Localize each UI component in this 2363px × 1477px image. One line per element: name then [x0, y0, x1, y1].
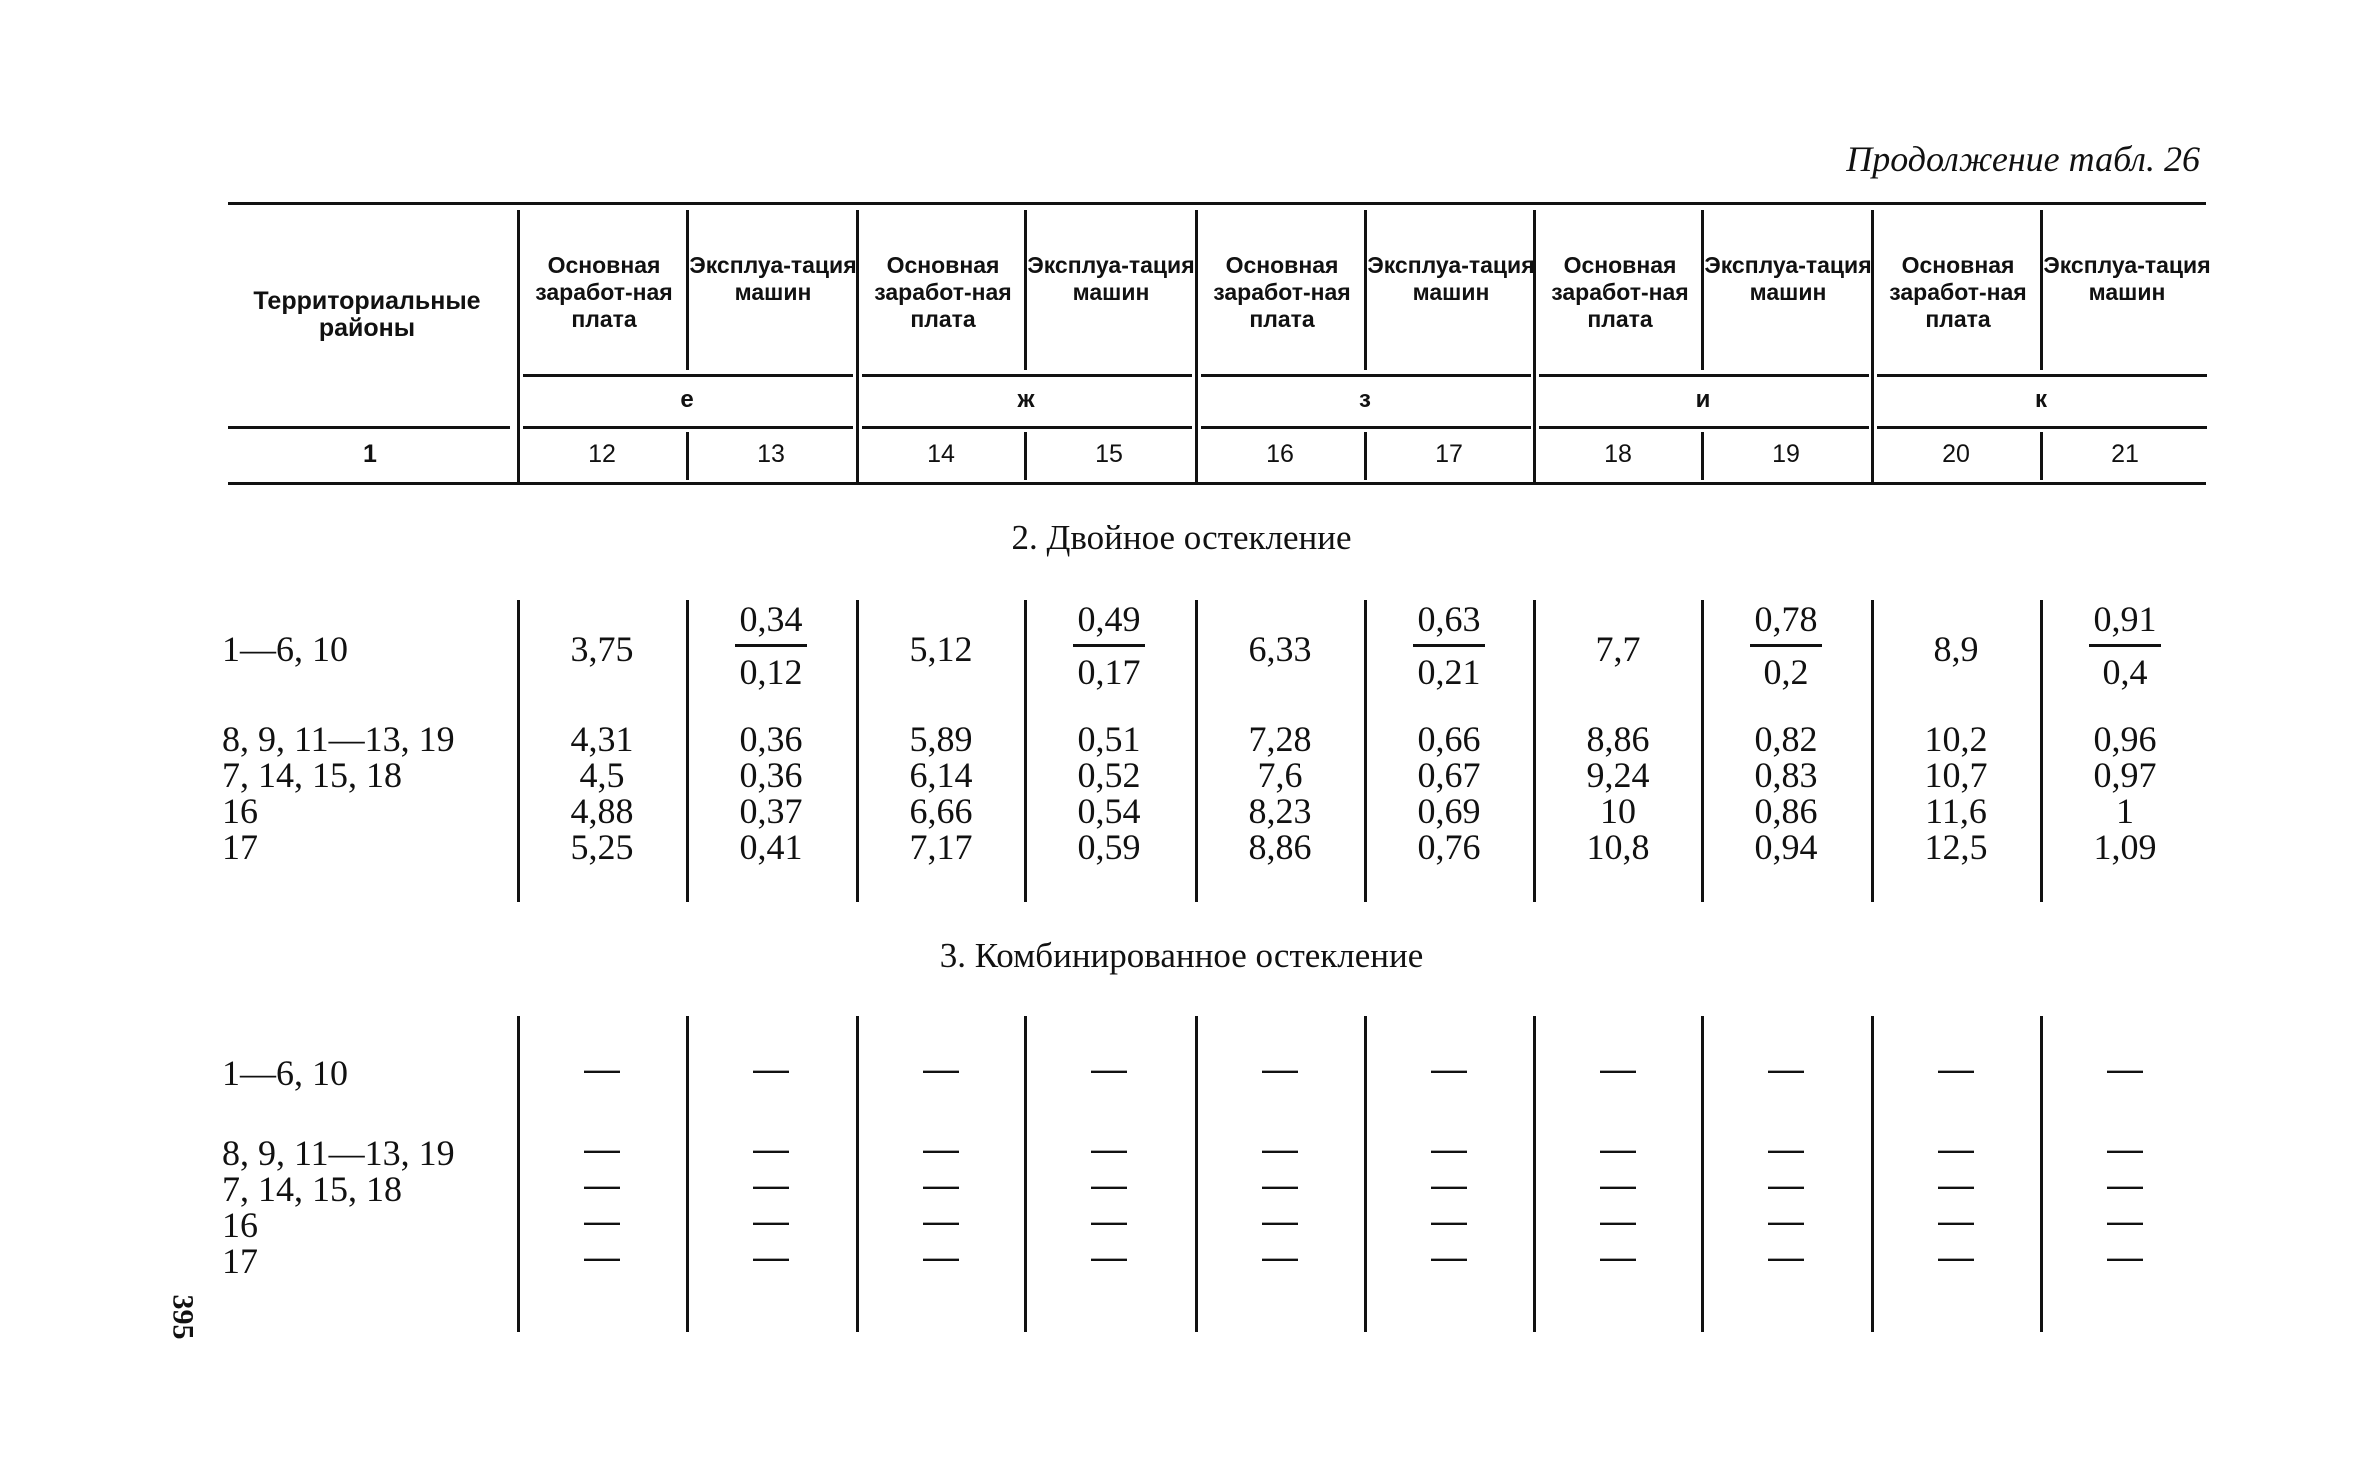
table-cell: 12,5 [1924, 827, 1988, 867]
table-cell: 0,69 [1417, 791, 1481, 831]
table-cell: 8,23 [1248, 791, 1312, 831]
header-number: 1 [363, 440, 377, 468]
dash-cell: — [923, 1048, 959, 1089]
header-group-rule [1877, 374, 2207, 377]
table-cell: 3,75 [570, 629, 634, 669]
row-label: 17 [222, 1241, 258, 1281]
dash-cell: — [584, 1048, 620, 1089]
table-cell: 7,17 [909, 827, 973, 867]
table-cell: 0,86 [1754, 791, 1818, 831]
header-number: 14 [927, 440, 955, 468]
dash-cell: — [1600, 1200, 1636, 1241]
header-number: 21 [2111, 440, 2139, 468]
table-cell: 0,36 [739, 755, 803, 795]
fraction-bar [2089, 644, 2161, 647]
fraction-numerator: 0,78 [1754, 599, 1818, 639]
dash-cell: — [1262, 1128, 1298, 1169]
row-label: 1—6, 10 [222, 629, 348, 669]
header-letter-rule [523, 426, 853, 429]
header-number: 18 [1604, 440, 1632, 468]
dash-cell: — [2107, 1236, 2143, 1277]
dash-cell: — [1262, 1200, 1298, 1241]
table-cell: 7,6 [1257, 755, 1303, 795]
table-cell: 0,76 [1417, 827, 1481, 867]
table-cell: 0,82 [1754, 719, 1818, 759]
dash-cell: — [1600, 1164, 1636, 1205]
header-number: 13 [757, 440, 785, 468]
header-bottom-rule [228, 482, 2206, 485]
fraction-denominator: 0,21 [1417, 652, 1481, 692]
dash-cell: — [923, 1236, 959, 1277]
header-column-label: Эксплуа-тация машин [1367, 252, 1535, 305]
table-cell: 8,86 [1586, 719, 1650, 759]
table-cell: 0,41 [739, 827, 803, 867]
row-label: 8, 9, 11—13, 19 [222, 1133, 455, 1173]
dash-cell: — [1091, 1236, 1127, 1277]
row-label: 7, 14, 15, 18 [222, 755, 402, 795]
dash-cell: — [1938, 1236, 1974, 1277]
dash-cell: — [1431, 1236, 1467, 1277]
fraction-cell [686, 598, 856, 693]
dash-cell: — [1938, 1048, 1974, 1089]
table-cell: 5,12 [909, 629, 973, 669]
dash-cell: — [1431, 1200, 1467, 1241]
dash-cell: — [2107, 1128, 2143, 1169]
header-number: 16 [1266, 440, 1294, 468]
table-cell: 9,24 [1586, 755, 1650, 795]
fraction-denominator: 0,17 [1077, 652, 1141, 692]
fraction-numerator: 0,49 [1077, 599, 1141, 639]
dash-cell: — [1600, 1048, 1636, 1089]
header-letter-rule [862, 426, 1192, 429]
table-cell: 0,59 [1077, 827, 1141, 867]
header-column-label: Основная заработ-ная плата [535, 252, 673, 332]
dash-cell: — [1938, 1200, 1974, 1241]
header-column-label: Основная заработ-ная плата [1889, 252, 2027, 332]
dash-cell: — [2107, 1200, 2143, 1241]
table-caption: Продолжение табл. 26 [1846, 139, 2200, 179]
dash-cell: — [1262, 1048, 1298, 1089]
table-cell: 0,83 [1754, 755, 1818, 795]
table-cell: 1,09 [2093, 827, 2157, 867]
section-title-combined-glazing: 3. Комбинированное остекление [939, 936, 1424, 975]
header-column-label: Эксплуа-тация машин [689, 252, 857, 305]
table-cell: 4,88 [570, 791, 634, 831]
header-group-letter: и [1695, 386, 1711, 413]
fraction-cell [1024, 598, 1194, 693]
fraction-bar [1073, 644, 1145, 647]
header-column-label: Основная заработ-ная плата [1551, 252, 1689, 332]
dash-cell: — [1768, 1048, 1804, 1089]
dash-cell: — [753, 1128, 789, 1169]
row-label: 16 [222, 1205, 258, 1245]
dash-cell: — [1091, 1048, 1127, 1089]
fraction-numerator: 0,34 [739, 599, 803, 639]
header-letter-rule [1539, 426, 1869, 429]
header-number: 20 [1942, 440, 1970, 468]
dash-cell: — [1600, 1128, 1636, 1169]
dash-cell: — [923, 1164, 959, 1205]
table-cell: 10 [1600, 791, 1636, 831]
dash-cell: — [923, 1128, 959, 1169]
fraction-numerator: 0,63 [1417, 599, 1481, 639]
table-cell: 11,6 [1925, 791, 1987, 831]
dash-cell: — [1768, 1200, 1804, 1241]
top-rule [228, 202, 2206, 205]
fraction-bar [1750, 644, 1822, 647]
page-number: 395 [166, 1294, 200, 1340]
header-group-rule [523, 374, 853, 377]
table-cell: 0,67 [1417, 755, 1481, 795]
table-cell: 0,94 [1754, 827, 1818, 867]
header-group-letter: е [680, 386, 694, 413]
header-region-rule [228, 426, 510, 429]
table-cell: 0,97 [2093, 755, 2157, 795]
table-cell: 0,66 [1417, 719, 1481, 759]
dash-cell: — [1431, 1048, 1467, 1089]
dash-cell: — [753, 1048, 789, 1089]
dash-cell: — [2107, 1048, 2143, 1089]
row-label: 7, 14, 15, 18 [222, 1169, 402, 1209]
row-label: 1—6, 10 [222, 1053, 348, 1093]
table-cell: 1 [2116, 791, 2134, 831]
dash-cell: — [1091, 1200, 1127, 1241]
header-column-label: Основная заработ-ная плата [874, 252, 1012, 332]
row-label: 16 [222, 791, 258, 831]
table-cell: 7,28 [1248, 719, 1312, 759]
dash-cell: — [1091, 1128, 1127, 1169]
header-region-label: Территориальные районы [253, 287, 481, 342]
fraction-cell [1701, 598, 1871, 693]
table-cell: 8,9 [1933, 629, 1979, 669]
row-label: 8, 9, 11—13, 19 [222, 719, 455, 759]
table-cell: 10,8 [1586, 827, 1650, 867]
table-cell: 0,36 [739, 719, 803, 759]
fraction-bar [1413, 644, 1485, 647]
fraction-denominator: 0,4 [2102, 652, 2148, 692]
dash-cell: — [584, 1128, 620, 1169]
dash-cell: — [1431, 1164, 1467, 1205]
dash-cell: — [584, 1200, 620, 1241]
table-cell: 6,33 [1248, 629, 1312, 669]
table-cell: 5,25 [570, 827, 634, 867]
dash-cell: — [1431, 1128, 1467, 1169]
fraction-bar [735, 644, 807, 647]
dash-cell: — [2107, 1164, 2143, 1205]
dash-cell: — [1262, 1236, 1298, 1277]
table-cell: 0,96 [2093, 719, 2157, 759]
header-group-rule [862, 374, 1192, 377]
fraction-denominator: 0,12 [739, 652, 803, 692]
dash-cell: — [1262, 1164, 1298, 1205]
header-group-letter: к [2034, 386, 2047, 413]
row-label: 17 [222, 827, 258, 867]
table-cell: 4,31 [570, 719, 634, 759]
header-number: 17 [1435, 440, 1463, 468]
table-cell: 0,54 [1077, 791, 1141, 831]
dash-cell: — [1091, 1164, 1127, 1205]
dash-cell: — [923, 1200, 959, 1241]
header-letter-rule [1877, 426, 2207, 429]
dash-cell: — [753, 1200, 789, 1241]
dash-cell: — [753, 1164, 789, 1205]
dash-cell: — [1600, 1236, 1636, 1277]
table-cell: 7,7 [1595, 629, 1641, 669]
table-cell: 0,37 [739, 791, 803, 831]
fraction-cell [2040, 598, 2210, 693]
dash-cell: — [1768, 1128, 1804, 1169]
dash-cell: — [584, 1164, 620, 1205]
fraction-cell [1364, 598, 1534, 693]
dash-cell: — [1938, 1128, 1974, 1169]
section-title-double-glazing: 2. Двойное остекление [1011, 518, 1352, 557]
table-cell: 6,14 [909, 755, 973, 795]
header-group-letter: з [1359, 386, 1371, 413]
header-column-label: Эксплуа-тация машин [1027, 252, 1195, 305]
header-number: 19 [1772, 440, 1800, 468]
header-group-rule [1539, 374, 1869, 377]
table-cell: 4,5 [579, 755, 625, 795]
header-group-letter: ж [1017, 386, 1035, 413]
header-column-label: Эксплуа-тация машин [1704, 252, 1872, 305]
header-number: 15 [1095, 440, 1123, 468]
header-group-rule [1201, 374, 1531, 377]
table-cell: 0,52 [1077, 755, 1141, 795]
table-cell: 0,51 [1077, 719, 1141, 759]
header-letter-rule [1201, 426, 1531, 429]
fraction-denominator: 0,2 [1763, 652, 1809, 692]
dash-cell: — [1938, 1164, 1974, 1205]
table-cell: 10,2 [1924, 719, 1988, 759]
dash-cell: — [1768, 1236, 1804, 1277]
dash-cell: — [753, 1236, 789, 1277]
table-cell: 6,66 [909, 791, 973, 831]
header-column-label: Эксплуа-тация машин [2043, 252, 2211, 305]
dash-cell: — [1768, 1164, 1804, 1205]
header-number: 12 [588, 440, 616, 468]
table-cell: 10,7 [1924, 755, 1988, 795]
dash-cell: — [584, 1236, 620, 1277]
table-cell: 8,86 [1248, 827, 1312, 867]
fraction-numerator: 0,91 [2093, 599, 2157, 639]
table-cell: 5,89 [909, 719, 973, 759]
header-column-label: Основная заработ-ная плата [1213, 252, 1351, 332]
